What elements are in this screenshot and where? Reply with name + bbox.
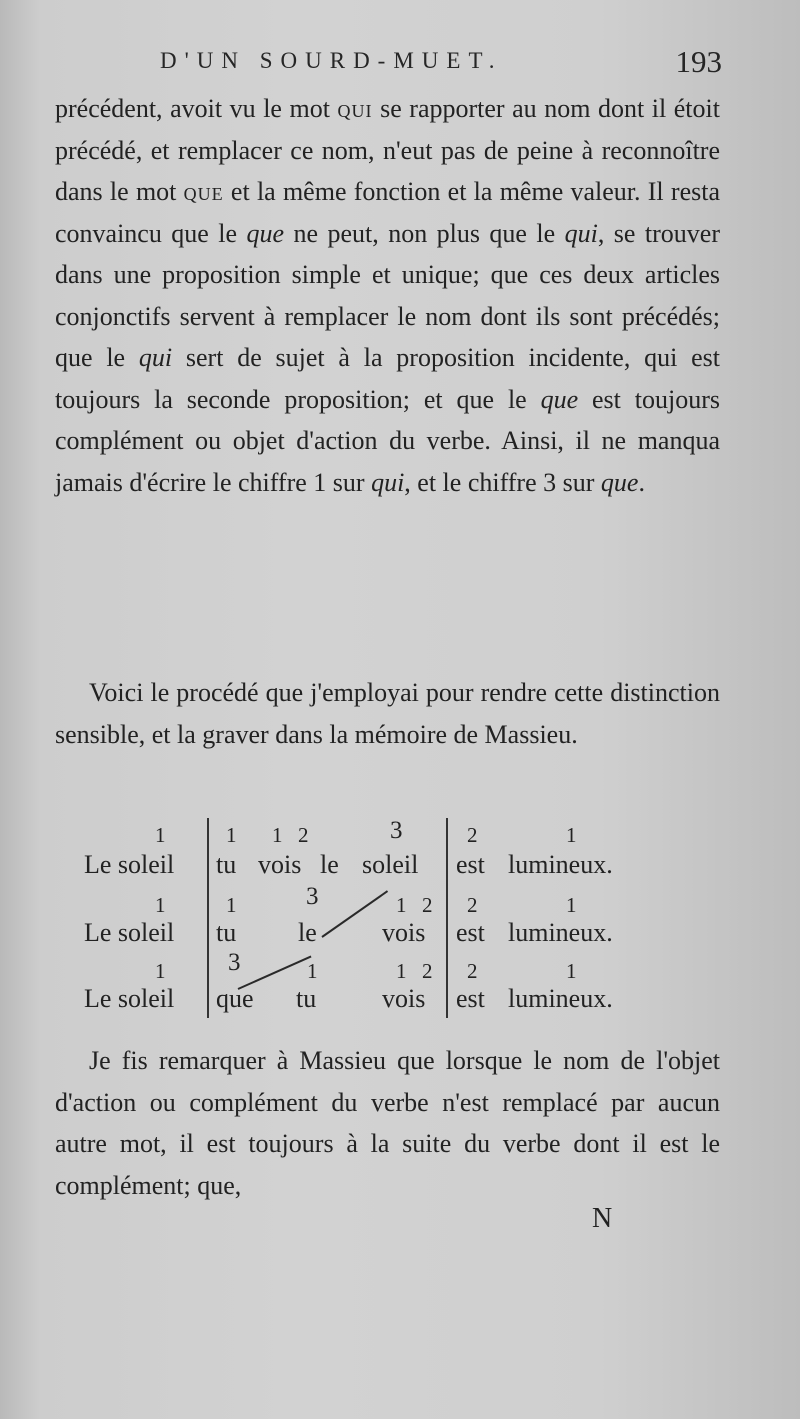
example-word: lumineux.	[508, 984, 613, 1013]
number-label: 2	[467, 823, 478, 847]
number-label: 1	[226, 893, 237, 917]
example-word: le	[298, 918, 317, 947]
number-label: 1	[155, 893, 166, 917]
italic-qui: qui	[564, 218, 598, 248]
paragraph-2	[55, 672, 720, 755]
number-label: 1	[566, 893, 577, 917]
italic-que: que	[600, 467, 639, 497]
page-number: 193	[675, 44, 722, 79]
para1-text: .	[638, 467, 645, 497]
number-label: 2	[467, 959, 478, 983]
example-word: est	[456, 850, 485, 879]
para2-text: Voici le procédé que j'employai pour rendre cette distinction sensible, et la graver dans la mémoire de Massieu.	[55, 678, 720, 749]
para1-text: , et le chiffre 3 sur	[404, 467, 601, 497]
para1-text: précédent, avoit vu le mot	[55, 94, 338, 123]
example-word: lumineux.	[508, 918, 613, 947]
number-label: 3	[390, 817, 403, 844]
number-label: 1	[566, 959, 577, 983]
paragraph-1	[55, 88, 720, 503]
example-word: lumineux.	[508, 850, 613, 879]
column-rule-right	[446, 818, 448, 1018]
number-label: 3	[306, 883, 319, 910]
example-word: est	[456, 918, 485, 947]
word-que-caps: que	[183, 177, 224, 206]
arrow-stroke	[321, 890, 388, 938]
para1-text: ne peut, non plus que le	[284, 218, 565, 248]
para1-text: , se trouver dans une proposition simple et unique; que ces deux articles conjonctifs servent à remplacer le nom dont ils sont précédés; que le	[55, 218, 720, 372]
example-word: le	[320, 850, 339, 879]
para3-text: Je fis remarquer à Massieu que lorsque le nom de l'objet d'action ou complément du verbe n'est remplacé par aucun autre mot, il est toujours à la suite du verbe dont il est le complément; que,	[55, 1046, 720, 1200]
number-label: 1	[226, 823, 237, 847]
example-word: vois	[258, 850, 302, 879]
example-word: vois	[382, 984, 426, 1013]
number-label: 2	[467, 893, 478, 917]
page-header	[0, 44, 800, 84]
example-word: Le soleil	[84, 984, 175, 1013]
example-word: que	[216, 984, 254, 1013]
paragraph-3	[55, 1040, 720, 1206]
signature-mark: N	[592, 1203, 613, 1234]
number-label: 1	[396, 893, 407, 917]
example-word: Le soleil	[84, 850, 175, 879]
column-rule-left	[207, 818, 209, 1018]
number-label: 1	[155, 823, 166, 847]
number-label: 1	[307, 959, 318, 983]
italic-qui: qui	[138, 343, 173, 372]
example-word: Le soleil	[84, 918, 175, 947]
italic-que: que	[246, 218, 285, 248]
para1-text: se rapporter au nom dont il étoit précédé, et remplacer ce nom, n'eut pas de peine à reconnoître dans le mot	[55, 94, 720, 206]
number-label: 2	[298, 823, 309, 847]
number-label: 2	[422, 959, 433, 983]
number-label: 1	[566, 823, 577, 847]
number-label: 1	[396, 959, 407, 983]
example-word: tu	[216, 918, 237, 947]
example-word: est	[456, 984, 485, 1013]
italic-que: que	[540, 384, 579, 414]
number-label: 1	[272, 823, 283, 847]
number-label: 3	[228, 949, 241, 976]
word-qui-caps: qui	[337, 94, 373, 123]
example-word: tu	[216, 850, 237, 879]
grammar-example-table	[0, 812, 800, 1032]
para1-text: sert de sujet à la proposition incidente, qui est toujours la seconde proposition; et que le	[55, 343, 720, 414]
para1-text: est toujours complément ou objet d'action du verbe. Ainsi, il ne manqua jamais d'écrire le chiffre 1 sur	[55, 384, 720, 497]
example-word: vois	[382, 918, 426, 947]
example-word: soleil	[362, 850, 419, 879]
italic-qui: qui	[371, 467, 405, 497]
number-label: 2	[422, 893, 433, 917]
number-label: 1	[155, 959, 166, 983]
para1-text: et la même fonction et la même valeur. Il resta convaincu que le	[55, 177, 720, 248]
example-word: tu	[296, 984, 317, 1013]
running-head: D'UN SOURD-MUET.	[160, 48, 503, 73]
